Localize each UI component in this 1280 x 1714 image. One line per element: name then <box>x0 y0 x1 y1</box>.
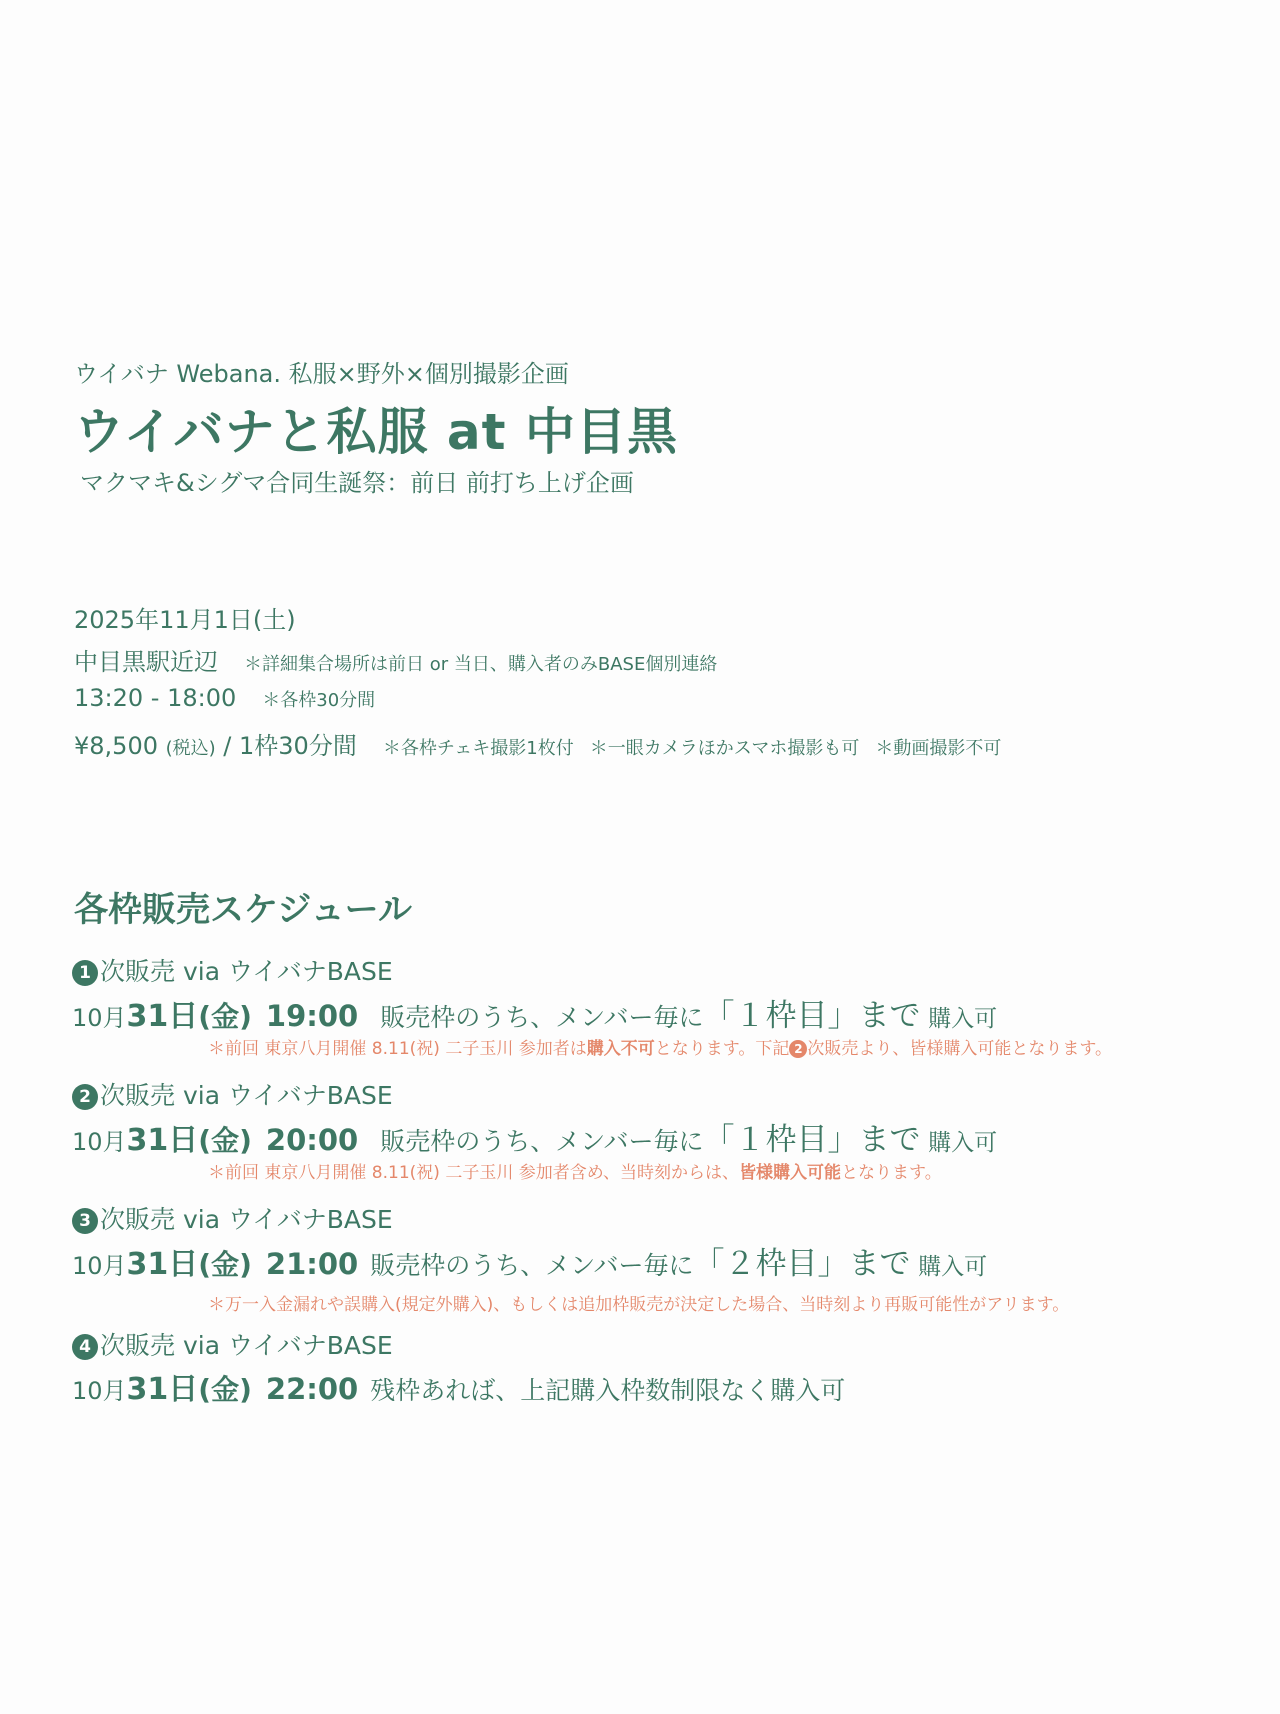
round-2-heading <box>72 1076 393 1112</box>
round-2-heading-text: 次販売 via ウイバナBASE <box>100 1081 393 1110</box>
round-1-month: 10月 <box>72 1004 127 1032</box>
round-1-buy: 購入可 <box>928 1006 998 1032</box>
event-date <box>74 600 296 635</box>
event-date-text: 2025年11月1日(土) <box>74 606 296 634</box>
price-note-cheki: ＊各枠チェキ撮影1枚付 <box>382 738 574 759</box>
round-2-day: 31日 <box>126 1123 199 1158</box>
round-4-desc: 残枠あれば、上記購入枠数制限なく購入可 <box>370 1376 846 1405</box>
round-3-number-badge: 3 <box>72 1208 98 1234</box>
round-4-clock: 22:00 <box>265 1372 359 1406</box>
round-3-buy: 購入可 <box>918 1254 988 1280</box>
round-1-note-text-b: となります。下記 <box>654 1039 790 1059</box>
round-1-clock: 19:00 <box>265 999 359 1033</box>
round-1-day: 31日 <box>126 999 199 1034</box>
round-1-note-text-a: ＊前回 東京八月開催 8.11(祝) 二子玉川 参加者は <box>208 1039 587 1059</box>
round-2-note <box>208 1158 942 1183</box>
round-2-clock: 20:00 <box>265 1123 359 1157</box>
round-1-heading <box>72 952 393 988</box>
price-tax: (税込) <box>165 738 216 759</box>
round-1-desc: 販売枠のうち、メンバー毎に <box>380 1003 704 1032</box>
round-4-month: 10月 <box>72 1377 127 1405</box>
round-3-weekday: (金) <box>198 1248 252 1281</box>
price-value: ¥8,500 <box>74 732 158 760</box>
price-note-camera: ＊一眼カメラほかスマホ撮影も可 <box>589 738 860 759</box>
round-1-time <box>72 990 997 1035</box>
event-time-text: 13:20 - 18:00 <box>74 684 237 712</box>
round-1-limit: 「１枠目」まで <box>703 998 921 1034</box>
price-note-video: ＊動画撮影不可 <box>875 738 1002 759</box>
round-4-day: 31日 <box>126 1372 199 1407</box>
round-2-note-text-b: となります。 <box>841 1163 942 1183</box>
round-2-buy: 購入可 <box>928 1130 998 1156</box>
round-3-note <box>208 1290 1069 1315</box>
round-2-desc: 販売枠のうち、メンバー毎に <box>380 1127 704 1156</box>
round-3-heading <box>72 1200 393 1236</box>
page-title: ウイバナと私服 at 中目黒 <box>74 403 678 461</box>
round-4-weekday: (金) <box>198 1373 252 1406</box>
round-3-heading-text: 次販売 via ウイバナBASE <box>100 1205 393 1234</box>
round-4-heading <box>72 1326 393 1362</box>
round-1-weekday: (金) <box>198 1000 252 1033</box>
event-time <box>74 684 375 712</box>
round-2-number-badge: 2 <box>72 1084 98 1110</box>
round-2-time <box>72 1114 997 1159</box>
pre-title: ウイバナ Webana. 私服×野外×個別撮影企画 <box>74 360 569 388</box>
event-place-note: ＊詳細集合場所は前日 or 当日、購入者のみBASE個別連絡 <box>244 654 718 675</box>
round-2-weekday: (金) <box>198 1124 252 1157</box>
round-3-desc: 販売枠のうち、メンバー毎に <box>370 1251 694 1280</box>
event-time-note: ＊各枠30分間 <box>262 690 376 711</box>
round-3-clock: 21:00 <box>265 1247 359 1281</box>
round-1-number-badge: 1 <box>72 960 98 986</box>
round-1-heading-text: 次販売 via ウイバナBASE <box>100 957 393 986</box>
round-3-limit: 「２枠目」まで <box>693 1246 911 1282</box>
round-4-number-badge: 4 <box>72 1334 98 1360</box>
round-1-note-text-c: 次販売より、皆様購入可能となります。 <box>807 1039 1113 1059</box>
round-2-note-text-a: ＊前回 東京八月開催 8.11(祝) 二子玉川 参加者含め、当時刻からは、 <box>208 1163 740 1183</box>
round-3-day: 31日 <box>126 1247 199 1282</box>
event-place <box>74 642 717 677</box>
event-price <box>74 726 1001 761</box>
round-4-heading-text: 次販売 via ウイバナBASE <box>100 1331 393 1360</box>
round-4-time <box>72 1364 845 1408</box>
round-3-note-text: ＊万一入金漏れや誤購入(規定外購入)、もしくは追加枠販売が決定した場合、当時刻より再販可能性がアリます。 <box>208 1295 1070 1315</box>
round-2-month: 10月 <box>72 1128 127 1156</box>
event-place-text: 中目黒駅近辺 <box>74 648 218 676</box>
round-2-note-strong: 皆様購入可能 <box>739 1163 842 1183</box>
round-1-note-strong: 購入不可 <box>586 1039 655 1059</box>
round-1-note <box>208 1034 1112 1059</box>
round-1-note-badge: 2 <box>789 1040 807 1058</box>
sub-title: マクマキ&シグマ合同生誕祭：前日 前打ち上げ企画 <box>80 469 634 497</box>
round-2-limit: 「１枠目」まで <box>703 1122 921 1158</box>
round-3-month: 10月 <box>72 1252 127 1280</box>
price-unit: / 1枠30分間 <box>215 732 357 760</box>
round-3-time <box>72 1238 987 1283</box>
schedule-title: 各枠販売スケジュール <box>74 890 412 930</box>
